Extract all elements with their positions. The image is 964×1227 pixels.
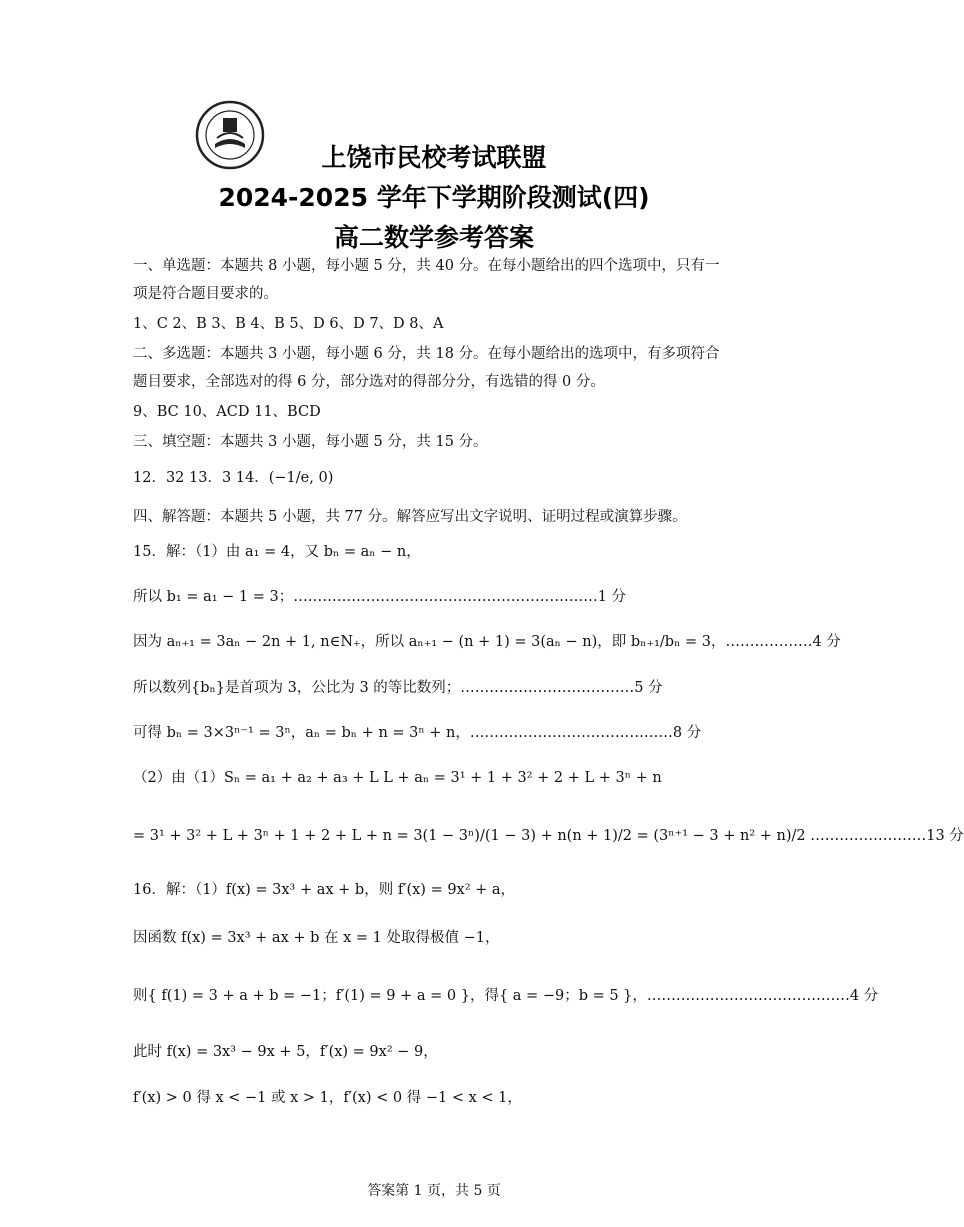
section4-heading: 四、解答题：本题共 5 小题，共 77 分。解答应写出文字说明、证明过程或演算步骤。 [133, 509, 687, 525]
section2-heading: 二、多选题：本题共 3 小题，每小题 6 分，共 18 分。在每小题给出的选项中，有多项符合 [133, 346, 720, 362]
q16-intro: 16．解：（1）f(x) = 3x³ + ax + b，则 f′(x) = 9x² + a， [133, 882, 516, 898]
q15-step2: 因为 aₙ₊₁ = 3aₙ − 2n + 1, n∈N₊，所以 aₙ₊₁ − (n + 1) = 3(aₙ − n)，即 bₙ₊₁/bₙ = 3，………………4 分 [133, 634, 841, 650]
q15-part2: （2）由（1）Sₙ = a₁ + a₂ + a₃ + L L + aₙ = 3¹ + 1 + 3² + 2 + L + 3ⁿ + n [133, 770, 662, 786]
subject-title: 高二数学参考答案 [333, 223, 534, 252]
q15-step3: 所以数列{bₙ}是首项为 3，公比为 3 的等比数列；………………………………5 分 [133, 680, 663, 696]
q15-part2-result: = 3¹ + 3² + L + 3ⁿ + 1 + 2 + L + n = 3(1 − 3ⁿ)/(1 − 3) + n(n + 1)/2 = (3ⁿ⁺¹ − 3 + n² + n)/2 ……………………13 分 [133, 828, 964, 844]
section1-heading: 一、单选题：本题共 8 小题，每小题 5 分，共 40 分。在每小题给出的四个选项中，只有一 [133, 258, 720, 274]
page-footer: 答案第 1 页，共 5 页 [367, 1183, 501, 1199]
mc-answers: 1、C 2、B 3、B 4、B 5、D 6、D 7、D 8、A [133, 316, 444, 332]
section1-heading-cont: 项是符合题目要求的。 [133, 286, 278, 302]
q16-condition: 因函数 f(x) = 3x³ + ax + b 在 x = 1 处取得极值 −1， [133, 930, 500, 946]
q16-monotonic: f′(x) > 0 得 x < −1 或 x > 1，f′(x) < 0 得 −1 < x < 1， [133, 1090, 522, 1106]
fill-answers: 12．32 13．3 14．(−1/e, 0) [133, 470, 334, 486]
q15-intro: 15．解：（1）由 a₁ = 4，又 bₙ = aₙ − n， [133, 544, 421, 560]
exam-title: 2024-2025 学年下学期阶段测试(四) [218, 183, 650, 212]
multi-answers: 9、BC 10、ACD 11、BCD [133, 404, 321, 420]
q15-step1: 所以 b₁ = a₁ − 1 = 3；………………………………………………………1 分 [133, 589, 627, 605]
q15-step4: 可得 bₙ = 3×3ⁿ⁻¹ = 3ⁿ，aₙ = bₙ + n = 3ⁿ + n，……………………………………8 分 [133, 725, 702, 741]
org-title: 上饶市民校考试联盟 [321, 143, 547, 172]
section3-heading: 三、填空题：本题共 3 小题，每小题 5 分，共 15 分。 [133, 434, 488, 450]
q16-derivative: 此时 f(x) = 3x³ − 9x + 5，f′(x) = 9x² − 9， [133, 1044, 438, 1060]
section2-heading-cont: 题目要求，全部选对的得 6 分，部分选对的得部分分，有选错的得 0 分。 [133, 374, 605, 390]
q16-system: 则{ f(1) = 3 + a + b = −1；f′(1) = 9 + a = 0 }，得{ a = −9；b = 5 }，……………………………………4 分 [133, 988, 879, 1004]
